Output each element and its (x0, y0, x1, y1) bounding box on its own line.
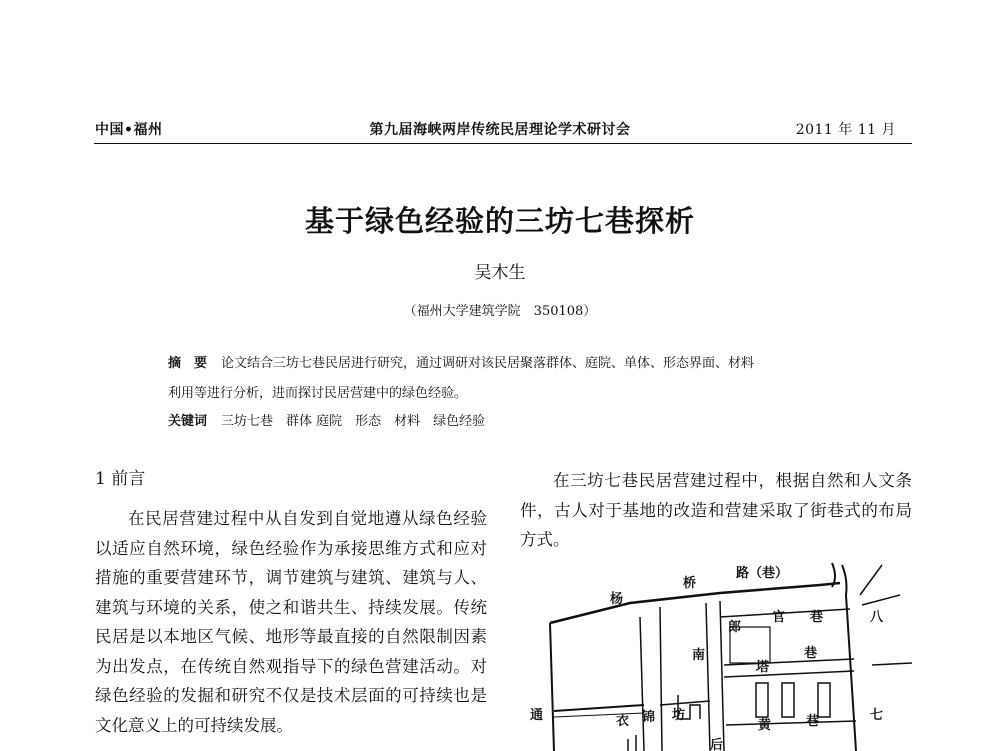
map-label: 桥 (683, 576, 697, 591)
map-label: 南 (692, 648, 706, 663)
keywords-line (168, 408, 858, 435)
header-location: 中国•福州 (95, 122, 163, 138)
left-column (95, 466, 487, 740)
abstract-text-2: 利用等进行分析，进而探讨民居营建中的绿色经验。 (168, 386, 468, 401)
map-label: 坊 (672, 708, 686, 723)
abstract-label: 摘 要 (168, 356, 208, 371)
abstract-line-1 (168, 350, 858, 377)
map-label: 巷 (806, 714, 820, 729)
map-label: 官 (772, 610, 786, 625)
section-paragraph: 在民居营建过程中从自发到自觉地遵从绿色经验以适应自然环境，绿色经验作为承接思维方式和应对措施的重要营建环节，调节建筑与建筑、建筑与人、建筑与环境的关系，使之和谐共生、持续发展。传统民居是以本地区气候、地形等最直接的自然限制因素为出发点，在传统自然观指导下的绿色营建活动。对绿色经验的发掘和研究不仅是技术层面的可持续也是文化意义上的可持续发展。 (95, 509, 487, 735)
map-label: 通 (530, 708, 544, 723)
map-label: 塔 (756, 660, 770, 675)
abstract-line-2 (168, 380, 858, 407)
map-label: 黄 (758, 718, 772, 733)
right-column (520, 466, 912, 555)
keywords-label: 关键词 (168, 414, 208, 429)
abstract-text-1: 论文结合三坊七巷民居进行研究，通过调研对该民居聚落群体、庭院、单体、形态界面、材料 (221, 356, 755, 371)
header-rule (94, 143, 912, 144)
affiliation: （福州大学建筑学院 350108） (403, 304, 597, 319)
map-label: 衣 (616, 714, 630, 729)
map-label: 郎 (728, 620, 742, 635)
sanfang-qixiang-map (520, 555, 912, 751)
header-conference: 第九届海峡两岸传统民居理论学术研讨会 (369, 122, 631, 138)
header-date: 2011 年 11 月 (795, 122, 896, 138)
right-paragraph: 在三坊七巷民居营建过程中，根据自然和人文条件，古人对于基地的改造和营建采取了街巷式的布局方式。 (520, 471, 912, 549)
keywords-text: 三坊七巷 群体 庭院 形态 材料 绿色经验 (221, 414, 486, 429)
map-label: 八 (870, 610, 884, 625)
map-label: 巷 (810, 610, 824, 625)
map-label: 杨 (610, 592, 624, 607)
map-label: 后 (710, 738, 724, 751)
map-label: 锦 (642, 710, 656, 725)
paper-title: 基于绿色经验的三坊七巷探析 (304, 204, 695, 238)
map-label: 路（巷） (736, 566, 789, 581)
map-label: 七 (870, 708, 884, 723)
author: 吴木生 (474, 263, 526, 283)
map-label: 巷 (804, 646, 818, 661)
section-title: 1 前言 (95, 469, 146, 489)
